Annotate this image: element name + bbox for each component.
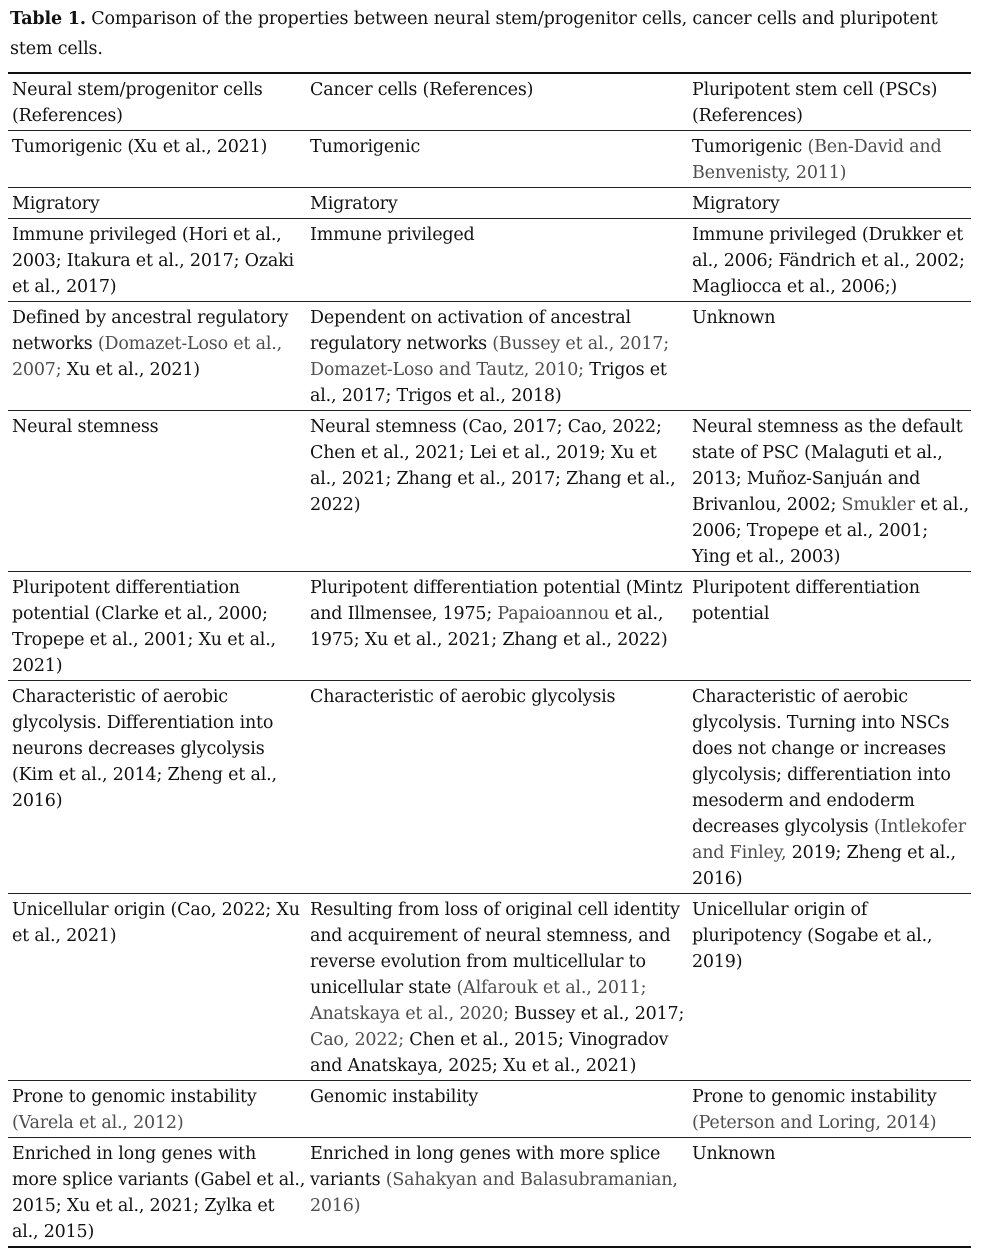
header-row [8,73,971,131]
comparison-table-body [8,73,971,1247]
reference-text: (Sahakyan and Balasubramanian, 2016) [310,1170,678,1216]
cell-text: 2019; Zheng et al., 2016) [692,843,956,889]
cell-text: Chen et al., 2015; Vinogradov and Anatskaya, 2025; Xu et al., 2021) [310,1030,669,1076]
cell-cancer-cells [306,219,688,302]
table-caption-label: Table 1. [10,9,86,29]
reference-text: Papaioannou [497,604,610,624]
cell-neural-stem-cells [8,131,306,188]
reference-text: (Ben-David and Benvenisty, 2011) [692,137,942,183]
cell-neural-stem-cells [8,1138,306,1248]
cell-neural-stem-cells [8,1081,306,1138]
cell-text: Tumorigenic [310,137,421,157]
cell-pluripotent-stem-cells [688,219,971,302]
cell-text: Enriched in long genes with more splice variants (Gabel et al., 2015; Xu et al., 2021; Zylka et al., 2015) [12,1144,306,1242]
cell-text: Dependent on activation of ancestral regulatory networks [310,308,631,354]
cell-text: Neural stem/progenitor cells (References) [12,80,263,126]
cell-text: Pluripotent differentiation potential (Clarke et al., 2000; Tropepe et al., 2001; Xu et al., 2021) [12,578,276,676]
cell-text: Neural stemness (Cao, 2017; Cao, 2022; Chen et al., 2021; Lei et al., 2019; Xu et al., 2021; Zhang et al., 2017; Zhang et al., 2022) [310,417,676,515]
reference-text: (Intlekofer and Finley, [692,817,966,863]
table-caption [10,4,978,64]
cell-pluripotent-stem-cells [688,131,971,188]
cell-text: Pluripotent differentiation potential [692,578,920,624]
cell-pluripotent-stem-cells [688,1081,971,1138]
cell-pluripotent-stem-cells [688,1138,971,1248]
cell-text: Neural stemness as the default state of PSC (Malaguti et al., 2013; Muñoz-Sanjuán and Brivanlou, 2002; [692,417,963,515]
cell-pluripotent-stem-cells [688,681,971,894]
cell-cancer-cells [306,572,688,681]
cell-neural-stem-cells [8,894,306,1081]
table-row [8,1138,971,1248]
cell-text: Resulting from loss of original cell identity and acquirement of neural stemness, and reverse evolution from multicellular to unicellular state [310,900,680,998]
cell-text: Bussey et al., 2017; [508,1004,685,1024]
cell-cancer-cells [306,131,688,188]
cell-pluripotent-stem-cells [688,188,971,219]
cell-text: Genomic instability [310,1087,479,1107]
cell-text: Migratory [12,194,100,214]
cell-text: Unknown [692,1144,776,1164]
header-cell-cancer-cells [306,73,688,131]
reference-text: (Bussey et al., 2017; Domazet-Loso and Tautz, 2010; [310,334,669,380]
reference-text: Cao, 2022; [310,1030,404,1050]
cell-text: Immune privileged [310,225,475,245]
cell-text: Unicellular origin (Cao, 2022; Xu et al., 2021) [12,900,300,946]
cell-text: Prone to genomic instability [692,1087,937,1107]
cell-text: et al., 1975; Xu et al., 2021; Zhang et al., 2022) [310,604,668,650]
cell-text: Prone to genomic instability [12,1087,257,1107]
cell-pluripotent-stem-cells [688,894,971,1081]
cell-cancer-cells [306,1138,688,1248]
cell-text: Immune privileged (Hori et al., 2003; Itakura et al., 2017; Ozaki et al., 2017) [12,225,294,297]
cell-neural-stem-cells [8,219,306,302]
table-row [8,1081,971,1138]
cell-text: Unknown [692,308,776,328]
cell-cancer-cells [306,894,688,1081]
cell-text: Cancer cells (References) [310,80,534,100]
reference-text: (Alfarouk et al., 2011; Anatskaya et al., 2020; [310,978,647,1024]
table-row [8,681,971,894]
reference-text: (Peterson and Loring, 2014) [692,1113,937,1133]
cell-cancer-cells [306,302,688,411]
table-row [8,894,971,1081]
cell-text: Pluripotent differentiation potential (Mintz and Illmensee, 1975; [310,578,683,624]
cell-text: Defined by ancestral regulatory networks [12,308,289,354]
table-row [8,188,971,219]
cell-text: Migratory [310,194,398,214]
cell-text: Unicellular origin of pluripotency (Sogabe et al., 2019) [692,900,933,972]
cell-text: Characteristic of aerobic glycolysis [310,687,616,707]
cell-text: Migratory [692,194,780,214]
cell-text: Tumorigenic [692,137,808,157]
cell-pluripotent-stem-cells [688,302,971,411]
cell-text: Pluripotent stem cell (PSCs) (References) [692,80,938,126]
comparison-table [8,72,971,1248]
cell-cancer-cells [306,188,688,219]
table-row [8,572,971,681]
cell-neural-stem-cells [8,411,306,572]
cell-text: et al., 2006; Tropepe et al., 2001; Ying et al., 2003) [692,495,970,567]
header-cell-neural-stem-cells [8,73,306,131]
cell-pluripotent-stem-cells [688,572,971,681]
cell-cancer-cells [306,681,688,894]
cell-neural-stem-cells [8,681,306,894]
cell-text: Trigos et al., 2017; Trigos et al., 2018) [310,360,667,406]
table-row [8,302,971,411]
cell-text: Xu et al., 2021) [61,360,200,380]
cell-text: Enriched in long genes with more splice variants [310,1144,661,1190]
cell-text: Characteristic of aerobic glycolysis. Differentiation into neurons decreases glycolysis (Kim et al., 2014; Zheng et al., 2016) [12,687,277,811]
cell-text: Tumorigenic (Xu et al., 2021) [12,137,268,157]
table-row [8,131,971,188]
table-row [8,411,971,572]
cell-text: Neural stemness [12,417,159,437]
reference-text: Smukler [841,495,915,515]
table-caption-text: Comparison of the properties between neural stem/progenitor cells, cancer cells and pluripotent stem cells. [10,9,938,59]
reference-text: (Varela et al., 2012) [12,1113,184,1133]
header-cell-pluripotent-stem-cells [688,73,971,131]
cell-text: Characteristic of aerobic glycolysis. Turning into NSCs does not change or increases glycolysis; differentiation into mesoderm and endoderm decreases glycolysis [692,687,951,837]
cell-neural-stem-cells [8,572,306,681]
cell-pluripotent-stem-cells [688,411,971,572]
reference-text: (Domazet-Loso et al., 2007; [12,334,282,380]
cell-cancer-cells [306,411,688,572]
table-row [8,219,971,302]
cell-neural-stem-cells [8,302,306,411]
cell-neural-stem-cells [8,188,306,219]
cell-cancer-cells [306,1081,688,1138]
cell-text: Immune privileged (Drukker et al., 2006; Fändrich et al., 2002; Magliocca et al., 2006;) [692,225,965,297]
